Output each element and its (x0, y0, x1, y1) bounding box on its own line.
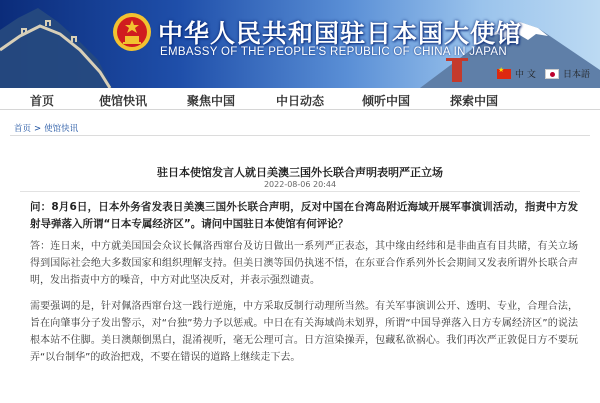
nav-explore-china[interactable]: 探索中国 (450, 94, 499, 108)
breadcrumb-divider (10, 135, 590, 136)
national-emblem-icon (112, 12, 152, 52)
nav-china-japan-news[interactable]: 中日动态 (276, 94, 325, 108)
language-chinese-link[interactable] (497, 67, 536, 80)
site-title: 中华人民共和国驻日本国大使馆 (158, 19, 523, 48)
language-japanese-label: 日本語 (563, 70, 591, 80)
breadcrumb (14, 122, 78, 134)
nav-embassy-news[interactable]: 使馆快讯 (99, 94, 148, 108)
header-banner (0, 0, 600, 88)
language-japanese-link[interactable] (545, 67, 590, 80)
breadcrumb-home[interactable]: 首页 (14, 124, 32, 134)
breadcrumb-separator: > (34, 124, 42, 134)
article-question: 问：8月6日，日本外务省发表日美澳三国外长联合声明，反对中国在台湾岛附近海域开展军事演训活动，指责中方发射导弹落入所谓“日本专属经济区”。请问中国驻日本使馆有何评论？ (30, 201, 578, 230)
site-subtitle: EMBASSY OF THE PEOPLE'S REPUBLIC OF CHINA IN JAPAN (160, 46, 507, 58)
language-chinese-label: 中 文 (515, 70, 536, 80)
nav-focus-china[interactable]: 聚焦中国 (187, 94, 236, 108)
article-date: 2022-08-06 20:44 (263, 180, 337, 189)
nav-home[interactable]: 首页 (30, 94, 55, 108)
article-answer: 答：连日来，中方就美国国会众议长佩洛西窜台及访日做出一系列严正表态，其中缘由经纬和是非曲直有目共睹，有关立场得到国际社会绝大多数国家和组织理解支持。但美日澳等国仍执迷不悟，在东亚合作系列外长会期间又发表所谓外长联合声明，发出指责中方的噪音，中方对此坚决反对，并表示强烈谴责。 (30, 241, 578, 286)
breadcrumb-embassy-news[interactable]: 使馆快讯 (44, 124, 79, 134)
article-title: 驻日本使馆发言人就日美澳三国外长联合声明表明严正立场 (157, 166, 443, 179)
china-flag-icon (497, 69, 511, 79)
article-paragraph: 需要强调的是，针对佩洛西窜台这一践行逆施，中方采取反制行动理所当然。有关军事演训公开、透明、专业，合理合法，旨在向肇事分子发出警示，对“台独”势力予以惩戒。中日在有关海域尚未划界，所谓“中国导弹落入日方专属经济区”的说法根本站不住脚。美日澳颠倒黑白，混淆视听，毫无公理可言。日方渲染操弄，包藏私欲祸心。我们再次严正敦促日方不要玩弄“以台制华”的政治把戏，不要在错误的道路上继续走下去。 (30, 301, 578, 363)
japan-flag-icon (545, 69, 559, 79)
nav-listen-china[interactable]: 倾听中国 (362, 94, 411, 108)
main-nav (0, 88, 600, 110)
title-divider (20, 191, 580, 192)
